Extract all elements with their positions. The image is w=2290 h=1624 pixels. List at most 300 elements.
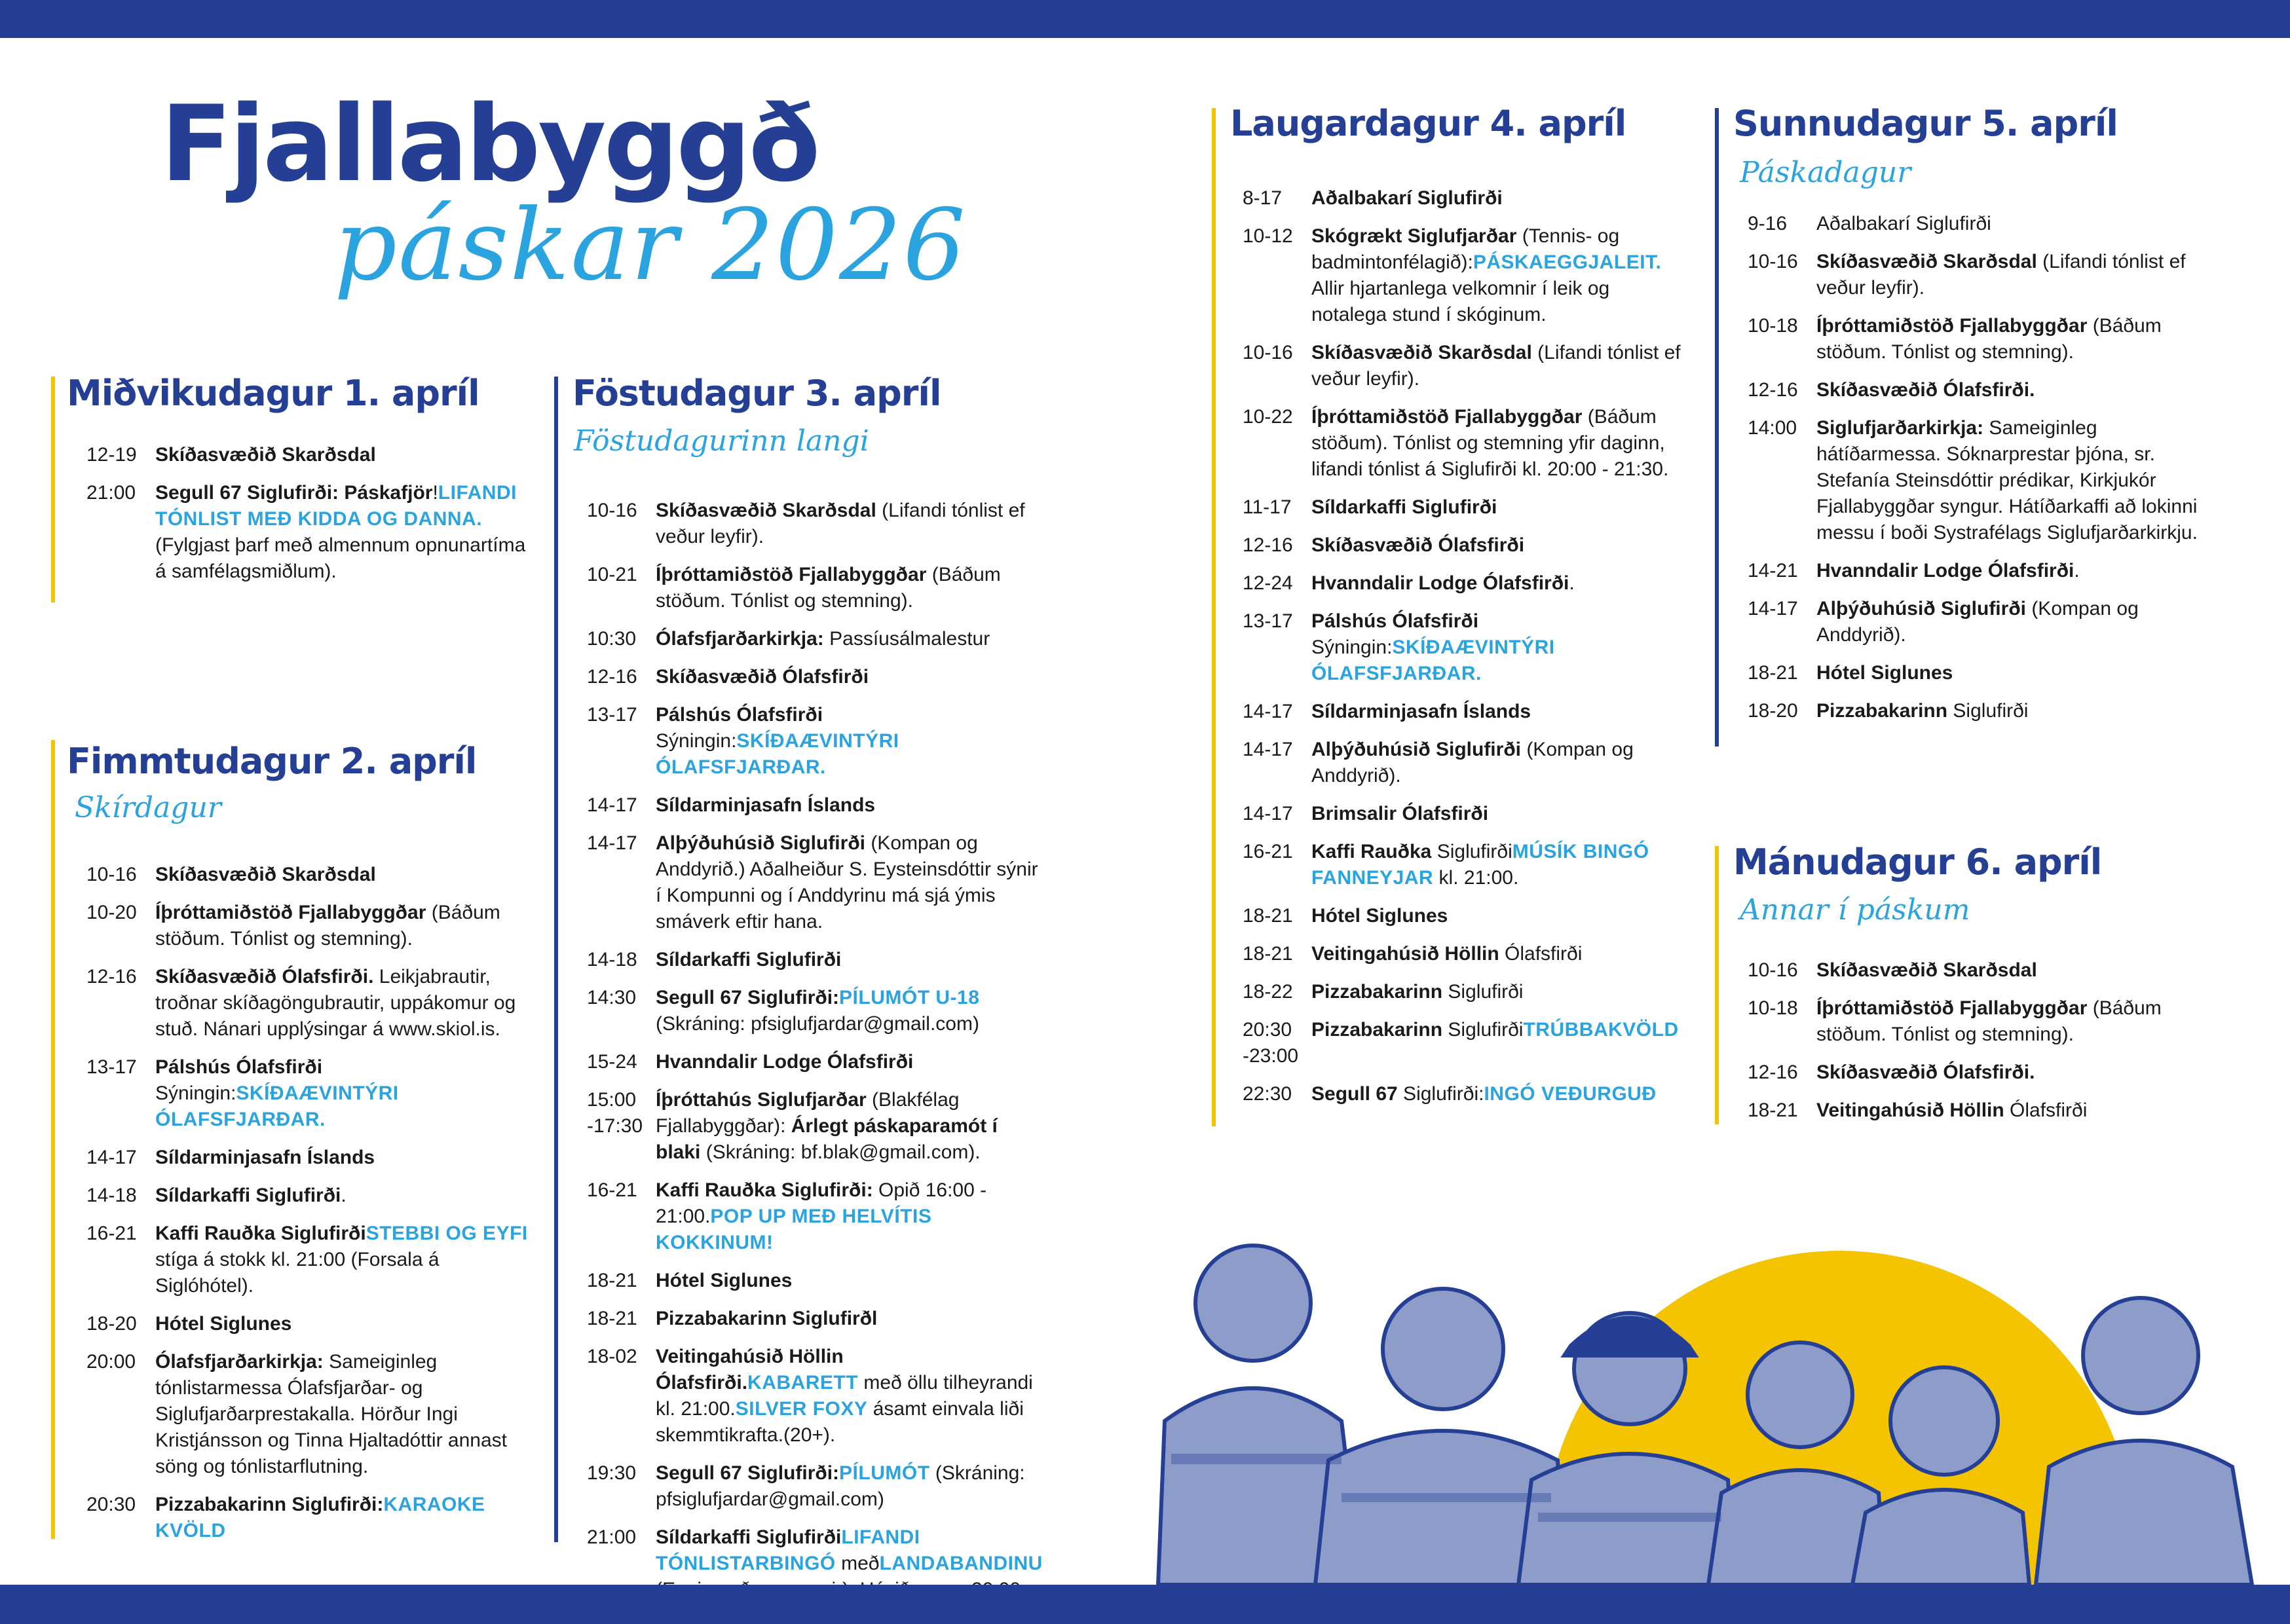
- event-time: 18-21: [1748, 1099, 1798, 1121]
- event-time: 16-21: [86, 1223, 137, 1244]
- event-details: [656, 562, 1045, 614]
- event-text: (Báðum stöðum). Tónlist og stemning yfir daginn, lifandi tónlist á Siglufirði kl. 20:00 - 21:30.: [1311, 406, 1669, 480]
- event-venue: Kaffi Rauðka: [1311, 841, 1432, 862]
- event-venue: Pálshús Ólafsfirði: [155, 1056, 323, 1078]
- event-details: [1816, 660, 2219, 686]
- event-venue: Aðalbakarí Siglufirði: [1311, 187, 1503, 209]
- event-time: 14-18: [86, 1185, 137, 1206]
- event-venue: Skíðasvæðið Skarðsdal: [155, 444, 376, 466]
- event-details: [1311, 903, 1688, 929]
- event-details: [1311, 839, 1688, 891]
- event-time: 14:00: [1748, 417, 1797, 439]
- event-highlight: INGÓ VEÐURGUÐ: [1484, 1083, 1657, 1105]
- group-photo-icon: [1145, 1205, 2290, 1585]
- event-highlight: LANDABANDINU: [879, 1553, 1043, 1574]
- event-item: [587, 792, 1045, 819]
- event-venue: Síldarminjasafn Íslands: [656, 794, 876, 816]
- event-time: 14-17: [587, 794, 637, 816]
- event-item: [86, 1311, 532, 1337]
- event-text: (Báðum stöðum. Tónlist og stemning).: [1816, 997, 2162, 1045]
- event-venue: Skógrækt Siglufjarðar: [1311, 225, 1517, 247]
- event-venue: Pizzabakarinn Siglufirðl: [656, 1308, 878, 1329]
- event-details: [656, 626, 1045, 652]
- event-details: [1311, 737, 1688, 789]
- event-time: 9-16: [1748, 213, 1788, 234]
- event-time: 10-16: [86, 864, 137, 885]
- event-time: 14-18: [587, 949, 637, 970]
- day-subtitle-mon: Annar í páskum: [1740, 893, 1970, 927]
- event-details: [1311, 570, 1688, 597]
- event-details: [1816, 957, 2219, 984]
- event-item: [1243, 608, 1688, 687]
- event-details: [155, 1145, 532, 1171]
- event-time: 14-17: [1243, 739, 1293, 760]
- event-details: [155, 1311, 532, 1337]
- event-details: [1816, 1098, 2219, 1124]
- event-item: [587, 702, 1045, 781]
- event-time: 18-21: [587, 1308, 637, 1329]
- event-item: [1243, 699, 1688, 725]
- event-text: Aðalbakarí Siglufirði: [1816, 213, 1991, 234]
- event-highlight: MÚSÍK BINGÓ FANNEYJAR: [1311, 841, 1649, 889]
- event-item: [1748, 249, 2219, 301]
- event-time: 10-18: [1748, 997, 1798, 1019]
- event-list-sat: [1243, 185, 1688, 1119]
- event-details: [656, 947, 1045, 973]
- event-highlight: SKÍÐAÆVINTÝRI ÓLAFSFJARÐAR.: [155, 1082, 399, 1130]
- event-details: [1311, 608, 1688, 687]
- event-details: [656, 1306, 1045, 1332]
- event-venue: Skíðasvæðið Ólafsfirði: [656, 666, 869, 688]
- event-list-mon: [1748, 957, 2219, 1135]
- event-venue: Hótel Siglunes: [656, 1270, 793, 1291]
- event-highlight: SKÍÐAÆVINTÝRI ÓLAFSFJARÐAR.: [656, 730, 899, 778]
- event-venue: Hótel Siglunes: [155, 1313, 292, 1335]
- event-details: [1311, 494, 1688, 521]
- event-details: [656, 1049, 1045, 1075]
- event-venue: Síldarkaffi Siglufirði: [1311, 496, 1497, 518]
- event-item: [1243, 1017, 1688, 1069]
- event-text: Sýningin:: [656, 730, 737, 752]
- event-item: [587, 626, 1045, 652]
- event-time: 20:00: [86, 1351, 136, 1373]
- event-item: [1748, 698, 2219, 724]
- event-time: 22:30: [1243, 1083, 1292, 1105]
- event-text: Opið 16:00 - 21:00.: [656, 1179, 987, 1227]
- event-time: 18-21: [1243, 905, 1293, 927]
- event-time: 12-16: [1243, 534, 1293, 556]
- event-venue: Hótel Siglunes: [1816, 662, 1953, 684]
- event-details: [656, 1460, 1045, 1513]
- event-details: [1816, 698, 2219, 724]
- event-item: [1748, 660, 2219, 686]
- event-text: (Lifandi tónlist ef veður leyfir).: [1311, 342, 1681, 390]
- event-venue: Ólafsfjarðarkirkja:: [656, 628, 824, 650]
- event-list-sun: [1748, 211, 2219, 736]
- event-text: Siglufirði: [1947, 700, 2029, 722]
- event-item: [1748, 313, 2219, 365]
- event-item: [1243, 979, 1688, 1005]
- event-item: [86, 1054, 532, 1133]
- event-venue: Pizzabakarinn Siglufirði:: [155, 1494, 384, 1515]
- event-venue: Skíðasvæðið Ólafsfirði.: [1816, 379, 2035, 401]
- event-text: (Báðum stöðum. Tónlist og stemning).: [656, 564, 1001, 612]
- event-venue: Íþróttahús Siglufjarðar: [656, 1089, 867, 1111]
- mon-accent-bar: [1715, 846, 1719, 1124]
- event-details: [155, 1349, 532, 1480]
- event-details: [155, 900, 532, 952]
- event-venue: Íþróttamiðstöð Fjallabyggðar: [1311, 406, 1583, 428]
- event-text: .: [1569, 572, 1575, 594]
- event-text-after: (Skráning: pfsiglufjardar@gmail.com): [656, 1013, 979, 1035]
- event-time: 18-20: [1748, 700, 1798, 722]
- event-venue: Kaffi Rauðka Siglufirði: [155, 1223, 366, 1244]
- event-venue: Veitingahúsið Höllin: [1816, 1099, 2004, 1121]
- event-text-after: Allir hjartanlega velkomnir í leik og notalega stund í skóginum.: [1311, 278, 1610, 325]
- event-list-fri: [587, 498, 1045, 1615]
- event-item: [86, 964, 532, 1043]
- event-details: [1816, 377, 2219, 403]
- event-venue: Siglufjarðarkirkja:: [1816, 417, 1984, 439]
- event-item: [587, 1087, 1045, 1166]
- day-title-sat: Laugardagur 4. apríl: [1230, 103, 1626, 144]
- event-item: [1243, 1081, 1688, 1107]
- event-venue: Síldarkaffi Siglufirði: [155, 1185, 341, 1206]
- event-time: 16-21: [1243, 841, 1293, 862]
- event-details: [1816, 415, 2219, 546]
- event-list-wed: [86, 442, 532, 597]
- event-text: (Tennis- og badmintonfélagið):: [1311, 225, 1620, 273]
- event-text: Sameiginleg tónlistarmessa Ólafsfjarðar- og Siglufjarðarprestakalla. Hörður Ingi Kristjánsson og Tinna Hjaltadóttir annast söng og tónlistarflutning.: [155, 1351, 507, 1477]
- event-venue: Pizzabakarinn: [1816, 700, 1948, 722]
- event-text: Sýningin:: [155, 1082, 236, 1104]
- event-item: [86, 1221, 532, 1299]
- event-time: 14-17: [587, 832, 637, 854]
- event-time: 13-17: [86, 1056, 137, 1078]
- event-item: [587, 947, 1045, 973]
- event-venue: Veitingahúsið Höllin: [1311, 943, 1499, 965]
- event-text: (Báðum stöðum. Tónlist og stemning).: [155, 902, 500, 950]
- event-time: 15-24: [587, 1051, 637, 1073]
- event-text: Sýningin:: [1311, 637, 1393, 658]
- event-details: [155, 1054, 532, 1133]
- event-venue: Pálshús Ólafsfirði: [656, 704, 823, 726]
- wed-accent-bar: [51, 377, 55, 602]
- event-item: [86, 1183, 532, 1209]
- event-time: 14-17: [86, 1147, 137, 1168]
- event-text: (Kompan og Anddyrið).: [1816, 598, 2139, 646]
- event-details: [155, 442, 532, 468]
- event-venue: Íþróttamiðstöð Fjallabyggðar: [656, 564, 927, 585]
- event-details: [1311, 1081, 1688, 1107]
- event-text: (Kompan og Anddyrið.) Aðalheiður S. Eysteinsdóttir sýnir í Kompunni og í Anddyrinu má sjá ýmis smáverk eftir hana.: [656, 832, 1038, 932]
- event-text: Siglufirði: [1442, 981, 1524, 1003]
- event-text-after: (Fylgjast þarf með almennum opnunartíma á samfélagsmiðlum).: [155, 534, 526, 582]
- event-venue: Íþróttamiðstöð Fjallabyggðar: [1816, 997, 2088, 1019]
- event-details: [1311, 340, 1688, 392]
- event-item: [1748, 1060, 2219, 1086]
- event-details: [656, 792, 1045, 819]
- brand-title: Fjallabyggð: [160, 83, 818, 205]
- event-item: [1748, 558, 2219, 584]
- event-venue: Segull 67 Siglufirði: Páskafjör: [155, 482, 433, 504]
- event-text: Leikjabrautir, troðnar skíðagöngubrautir, uppákomur og stuð. Nánari upplýsingar á www.skiol.is.: [155, 966, 516, 1040]
- event-venue: Ólafsfjarðarkirkja:: [155, 1351, 324, 1373]
- event-time: 12-16: [1748, 379, 1798, 401]
- event-item: [587, 1344, 1045, 1449]
- event-item: [1243, 941, 1688, 967]
- event-highlight: LIFANDI TÓNLIST MEÐ KIDDA OG DANNA.: [155, 482, 517, 530]
- event-venue: Skíðasvæðið Skarðsdal: [155, 864, 376, 885]
- event-list-thu: [86, 862, 532, 1556]
- event-time: 12-16: [587, 666, 637, 688]
- event-time: 18-02: [587, 1346, 637, 1367]
- event-time: 12-16: [1748, 1061, 1798, 1083]
- event-text: Siglufirði: [1431, 841, 1512, 862]
- event-venue: Segull 67 Siglufirði:: [656, 1462, 840, 1484]
- event-text-after: (Skráning: pfsiglufjardar@gmail.com): [656, 1462, 1025, 1510]
- event-venue: Skíðasvæðið Skarðsdal: [1311, 342, 1532, 363]
- event-venue: Pizzabakarinn: [1311, 1019, 1443, 1041]
- event-text: .: [341, 1185, 347, 1206]
- event-bold-text: Árlegt páskaparamót í blaki: [656, 1115, 998, 1163]
- event-details: [1311, 941, 1688, 967]
- event-time: 10:30: [587, 628, 637, 650]
- event-item: [1243, 340, 1688, 392]
- event-text: !: [432, 482, 438, 504]
- event-item: [587, 664, 1045, 690]
- event-item: [1243, 404, 1688, 483]
- sun-accent-bar: [1715, 108, 1719, 747]
- event-highlight: LIFANDI TÓNLISTARBINGÓ: [656, 1526, 920, 1574]
- event-details: [656, 702, 1045, 781]
- event-venue: Síldarminjasafn Íslands: [1311, 701, 1531, 722]
- event-time: 12-19: [86, 444, 137, 466]
- event-item: [1243, 801, 1688, 827]
- event-details: [656, 1177, 1045, 1256]
- day-title-wed: Miðvikudagur 1. apríl: [67, 373, 479, 414]
- event-item: [587, 1460, 1045, 1513]
- event-details: [1816, 313, 2219, 365]
- event-time: 10-12: [1243, 225, 1293, 247]
- event-venue: Síldarkaffi Siglufirði: [656, 949, 842, 970]
- event-time: 14:30: [587, 987, 637, 1008]
- event-item: [86, 480, 532, 585]
- day-subtitle-sun: Páskadagur: [1740, 156, 1911, 189]
- event-details: [656, 498, 1045, 550]
- event-time: 18-20: [86, 1313, 137, 1335]
- event-item: [86, 442, 532, 468]
- event-venue: Síldarkaffi Siglufirði: [656, 1526, 842, 1548]
- event-item: [587, 1177, 1045, 1256]
- event-details: [656, 1087, 1045, 1166]
- event-time: 10-22: [1243, 406, 1293, 428]
- event-item: [587, 830, 1045, 935]
- event-details: [656, 1344, 1045, 1449]
- event-text: Siglufirði: [1442, 1019, 1524, 1041]
- event-venue: Skíðasvæðið Ólafsfirði: [1311, 534, 1525, 556]
- event-details: [1816, 1060, 2219, 1086]
- event-venue: Alþýðuhúsið Siglufirði: [1311, 739, 1521, 760]
- event-venue: Pálshús Ólafsfirði: [1311, 610, 1479, 632]
- event-details: [155, 862, 532, 888]
- event-item: [86, 900, 532, 952]
- event-time: 18-21: [1243, 943, 1293, 965]
- day-title-mon: Mánudagur 6. apríl: [1733, 841, 2102, 883]
- event-highlight: SKÍÐAÆVINTÝRI ÓLAFSFJARÐAR.: [1311, 637, 1555, 684]
- event-details: [1816, 596, 2219, 648]
- event-text: Sameiginleg hátíðarmessa. Sóknarprestar þjóna, sr. Stefanía Steinsdóttir prédikar, Kirkjukór Fjallabyggðar syngur. Hátíðarkaffi að lokinni messu í boði Systrafélags Siglufjarðarkirkju.: [1816, 417, 2198, 544]
- event-time: 8-17: [1243, 187, 1283, 209]
- event-item: [1243, 903, 1688, 929]
- event-item: [1243, 532, 1688, 559]
- event-time: 21:00: [86, 482, 136, 504]
- event-text: Ólafsfirði: [2004, 1099, 2088, 1121]
- event-item: [1748, 957, 2219, 984]
- event-text: Ólafsfirði: [1499, 943, 1583, 965]
- event-time: 18-22: [1243, 981, 1293, 1003]
- event-text-after: ásamt einvala liði skemmtikrafta.(20+).: [656, 1398, 1024, 1446]
- event-time: 11-17: [1243, 496, 1292, 518]
- event-time: 10-16: [1748, 251, 1798, 272]
- event-time: 20:30: [86, 1494, 136, 1515]
- event-venue: Hvanndalir Lodge Ólafsfirði: [656, 1051, 914, 1073]
- event-item: [587, 498, 1045, 550]
- event-venue: Pizzabakarinn: [1311, 981, 1443, 1003]
- event-venue: Hvanndalir Lodge Ólafsfirði: [1816, 560, 2074, 581]
- event-details: [1816, 995, 2219, 1048]
- event-item: [587, 985, 1045, 1037]
- event-item: [1243, 839, 1688, 891]
- event-venue: Skíðasvæðið Skarðsdal: [1816, 959, 2037, 981]
- event-venue: Skíðasvæðið Ólafsfirði.: [1816, 1061, 2035, 1083]
- event-time: 20:30 -23:00: [1243, 1019, 1299, 1067]
- day-title-fri: Föstudagur 3. apríl: [572, 373, 941, 414]
- event-details: [1311, 404, 1688, 483]
- event-item: [587, 1268, 1045, 1294]
- event-text-after: (Skráning: bf.blak@gmail.com).: [700, 1141, 981, 1163]
- event-text: .: [2074, 560, 2080, 581]
- event-time: 13-17: [587, 704, 637, 726]
- event-time: 15:00 -17:30: [587, 1089, 643, 1137]
- event-item: [1243, 494, 1688, 521]
- event-venue: Hótel Siglunes: [1311, 905, 1448, 927]
- event-venue: Íþróttamiðstöð Fjallabyggðar: [1816, 315, 2088, 337]
- event-time: 16-21: [587, 1179, 637, 1201]
- event-item: [1748, 995, 2219, 1048]
- bottom-band: [0, 1585, 2290, 1624]
- event-time: 10-16: [587, 500, 637, 521]
- event-item: [86, 862, 532, 888]
- day-subtitle-thu: Skírdagur: [75, 791, 221, 824]
- event-venue: Skíðasvæðið Skarðsdal: [656, 500, 876, 521]
- event-details: [1311, 532, 1688, 559]
- event-text: Siglufirði:: [1397, 1083, 1484, 1105]
- event-time: 12-24: [1243, 572, 1293, 594]
- event-time: 13-17: [1243, 610, 1293, 632]
- event-venue: Kaffi Rauðka Siglufirði:: [656, 1179, 873, 1201]
- event-details: [1311, 979, 1688, 1005]
- event-details: [155, 1183, 532, 1209]
- event-time: 18-21: [1748, 662, 1798, 684]
- event-details: [656, 664, 1045, 690]
- event-item: [587, 1306, 1045, 1332]
- event-item: [1748, 377, 2219, 403]
- event-item: [1748, 596, 2219, 648]
- event-item: [1748, 1098, 2219, 1124]
- event-time: 14-17: [1748, 598, 1798, 619]
- event-text: (Lifandi tónlist ef veður leyfir).: [656, 500, 1025, 547]
- event-text: (Lifandi tónlist ef veður leyfir).: [1816, 251, 2186, 299]
- event-item: [587, 1049, 1045, 1075]
- event-details: [1311, 185, 1688, 212]
- event-text-after: með: [841, 1553, 880, 1574]
- day-subtitle-fri: Föstudagurinn langi: [574, 424, 869, 458]
- event-time: 14-17: [1243, 803, 1293, 824]
- event-highlight: STEBBI OG EYFI: [366, 1223, 528, 1244]
- event-details: [1816, 249, 2219, 301]
- day-title-sun: Sunnudagur 5. apríl: [1733, 103, 2118, 144]
- event-item: [1748, 415, 2219, 546]
- sat-accent-bar: [1212, 108, 1216, 1126]
- event-item: [1243, 570, 1688, 597]
- event-text: (Kompan og Anddyrið).: [1311, 739, 1634, 786]
- event-details: [1311, 1017, 1688, 1069]
- event-time: 21:00: [587, 1526, 637, 1548]
- top-band: [0, 0, 2290, 38]
- event-time: 14-17: [1243, 701, 1293, 722]
- event-details: [1311, 801, 1688, 827]
- event-text-after: kl. 21:00.: [1438, 867, 1519, 889]
- event-venue: Hvanndalir Lodge Ólafsfirði: [1311, 572, 1569, 594]
- event-details: [155, 1221, 532, 1299]
- event-text: (Blakfélag Fjallabyggðar):: [656, 1089, 960, 1137]
- event-highlight: PÁSKAEGGJALEIT.: [1473, 251, 1662, 273]
- event-venue: Segull 67: [1311, 1083, 1398, 1105]
- event-text: (Báðum stöðum. Tónlist og stemning).: [1816, 315, 2162, 363]
- event-details: [155, 1492, 532, 1544]
- event-time: 14-21: [1748, 560, 1798, 581]
- event-venue: Skíðasvæðið Skarðsdal: [1816, 251, 2037, 272]
- event-item: [86, 1492, 532, 1544]
- event-details: [656, 1268, 1045, 1294]
- brand-subtitle: páskar 2026: [334, 189, 967, 303]
- event-time: 10-16: [1243, 342, 1293, 363]
- event-highlight: SILVER FOXY: [735, 1398, 868, 1420]
- event-highlight: KABARETT: [747, 1372, 859, 1393]
- event-venue: Síldarminjasafn Íslands: [155, 1147, 375, 1168]
- event-details: [656, 985, 1045, 1037]
- event-venue: Skíðasvæðið Ólafsfirði.: [155, 966, 374, 987]
- event-item: [86, 1349, 532, 1480]
- event-time: 18-21: [587, 1270, 637, 1291]
- event-venue: Íþróttamiðstöð Fjallabyggðar: [155, 902, 426, 923]
- event-details: [656, 830, 1045, 935]
- event-text-after: með öllu tilheyrandi kl. 21:00.: [656, 1372, 1033, 1420]
- event-item: [86, 1145, 532, 1171]
- event-item: [1748, 211, 2219, 237]
- event-highlight: PÍLUMÓT: [839, 1462, 930, 1484]
- event-highlight: PÍLUMÓT U-18: [839, 987, 980, 1008]
- event-highlight: POP UP MEÐ HELVÍTIS KOKKINUM!: [656, 1206, 932, 1253]
- event-highlight: TRÚBBAKVÖLD: [1523, 1019, 1679, 1041]
- event-time: 19:30: [587, 1462, 637, 1484]
- event-time: 10-18: [1748, 315, 1798, 337]
- event-details: [155, 964, 532, 1043]
- event-venue: Brimsalir Ólafsfirði: [1311, 803, 1489, 824]
- thu-accent-bar: [51, 740, 55, 1539]
- event-venue: Veitingahúsið Höllin Ólafsfirði.: [656, 1346, 844, 1393]
